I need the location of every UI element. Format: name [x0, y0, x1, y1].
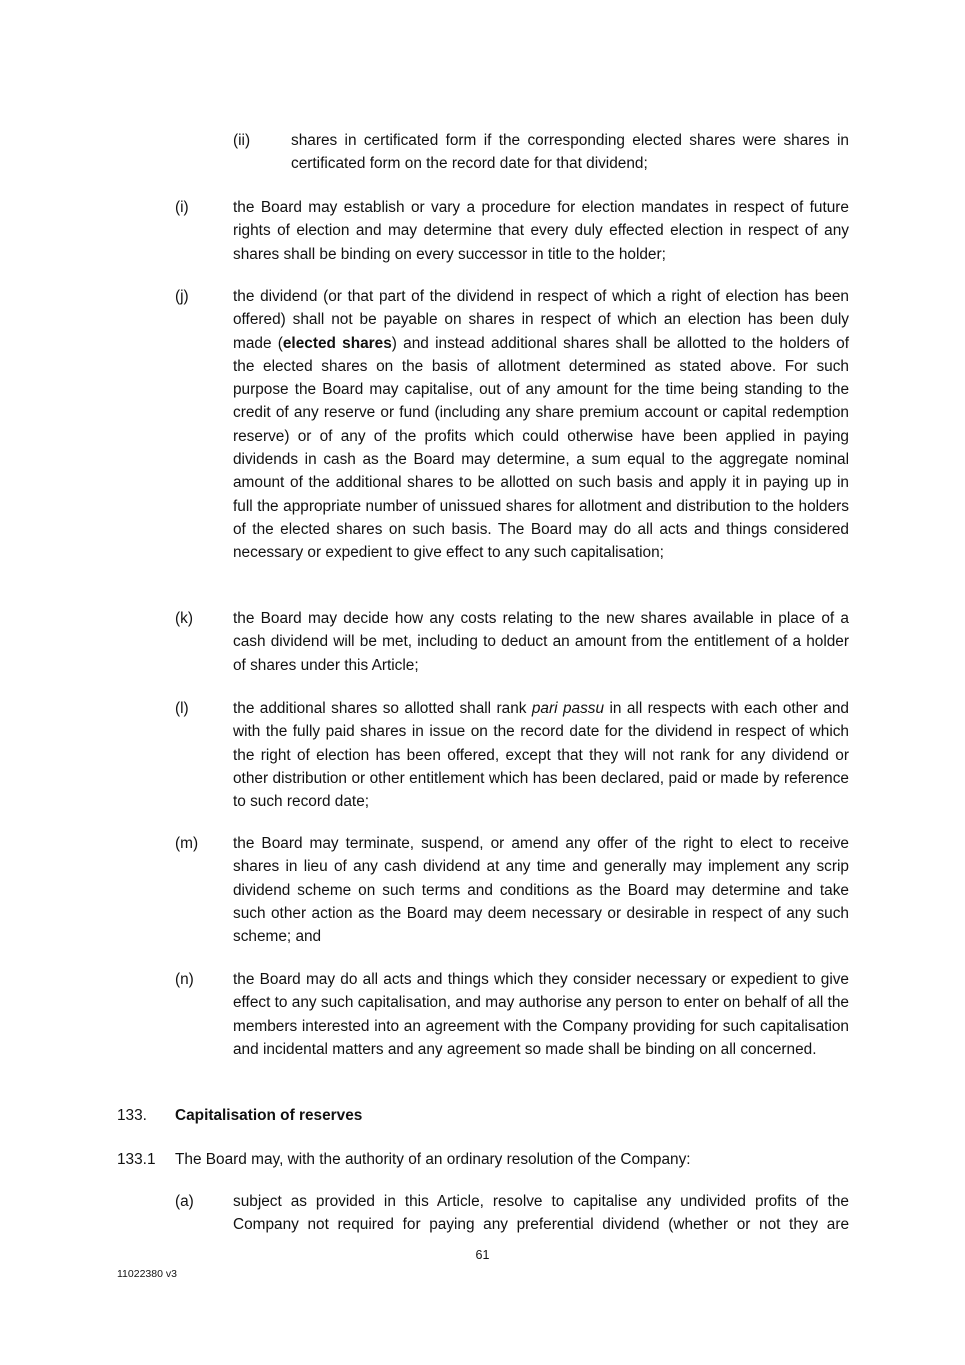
- clause-k: [0, 607, 965, 679]
- clause-text-part: the dividend (or that part of the dividend in respect of which a right of election has been offered) shall not be payable on shares in respect of which an election has been duly made (: [233, 288, 849, 352]
- clause-n: [0, 968, 965, 1088]
- article-number: 133.: [117, 1107, 147, 1124]
- clause-number: (m): [175, 835, 199, 852]
- clause-text-part: in all respects with each other and with the fully paid shares in issue on the record date for the dividend in respect of which the right of election has been offered, except that they will not rank for any dividend or other distribution or other entitlement which has been declared, paid or made by reference to such record date;: [233, 700, 849, 811]
- subclause-number: 133.1: [117, 1151, 156, 1168]
- page-number: 61: [475, 1248, 490, 1262]
- clause-number: (k): [175, 610, 193, 627]
- clause-l: [0, 697, 965, 817]
- latin-term: pari passu: [531, 700, 605, 717]
- clause-number: (i): [175, 199, 189, 216]
- clause-text: the Board may terminate, suspend, or amend any offer of the right to elect to receive shares in lieu of any cash dividend at any time and generally may implement any scrip dividend scheme on such terms and conditions as the Board may determine and take such other action as the Board may deem necessary or desirable in respect of any such scheme; and: [233, 835, 849, 946]
- clause-j: [0, 285, 965, 591]
- clause-ii: [0, 129, 965, 177]
- clause-i: [0, 196, 965, 268]
- article-heading: [0, 1104, 965, 1128]
- subclause-text: The Board may, with the authority of an ordinary resolution of the Company:: [175, 1151, 691, 1168]
- clause-number: (j): [175, 288, 189, 305]
- clause-number: (ii): [233, 132, 251, 149]
- document-reference: 11022380 v3: [117, 1268, 177, 1280]
- clause-text: [233, 697, 849, 813]
- clause-m: [0, 832, 965, 952]
- clause-text: the Board may establish or vary a procedure for election mandates in respect of future rights of election and may determine that every duly effected election in respect of any shares shall be binding on every successor in title to the holder;: [233, 199, 849, 263]
- clause-text: [233, 285, 849, 565]
- clause-number: (n): [175, 971, 194, 988]
- clause-text: the Board may decide how any costs relating to the new shares available in place of a cash dividend will be met, including to deduct an amount from the entitlement of a holder of shares under this Article;: [233, 610, 849, 674]
- clause-number: (a): [175, 1193, 194, 1210]
- clause-a: [0, 1190, 965, 1238]
- article-title: Capitalisation of reserves: [175, 1107, 363, 1124]
- clause-text: the Board may do all acts and things which they consider necessary or expedient to give effect to any such capitalisation, and may authorise any person to enter on behalf of all the members interested into an agreement with the Company providing for such capitalisation and incidental matters and any agreement so made shall be binding on all concerned.: [233, 971, 849, 1058]
- subclause-133-1: [0, 1148, 965, 1172]
- clause-number: (l): [175, 700, 189, 717]
- defined-term: elected shares: [282, 334, 392, 352]
- clause-text-part: ) and instead additional shares shall be allotted to the holders of the elected shares on the basis of allotment determined as stated above. For such purpose the Board may capitalise, out of any amount for the time being standing to the credit of any reserve or fund (including any share premium account or capital redemption reserve) or of any of the profits which could otherwise have been applied in paying dividends in cash as the Board may determine, a sum equal to the aggregate nominal amount of the additional shares to be allotted on such basis and apply it in paying up in full the appropriate number of unissued shares for allotment and distribution to the holders of the elected shares on such basis. The Board may do all acts and things considered necessary or expedient to give effect to any such capitalisation;: [233, 334, 849, 562]
- clause-text-part: the additional shares so allotted shall rank: [233, 700, 532, 717]
- clause-text: shares in certificated form if the corresponding elected shares were shares in certificated form on the record date for that dividend;: [291, 132, 849, 173]
- clause-text: subject as provided in this Article, resolve to capitalise any undivided profits of the Company not required for paying any preferential dividend (whether or not they are: [233, 1193, 849, 1234]
